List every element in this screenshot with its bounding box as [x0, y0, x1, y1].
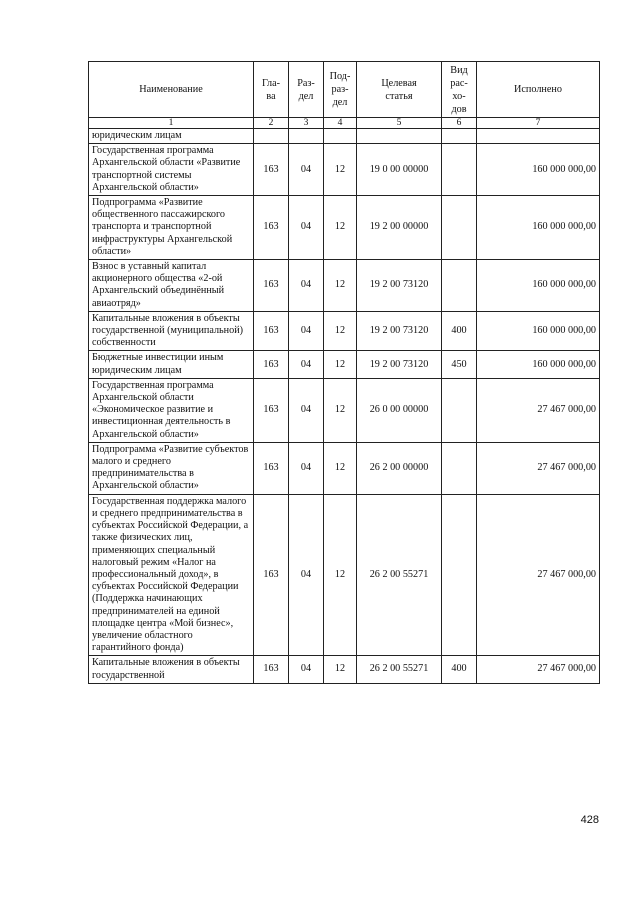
- budget-table: [88, 61, 600, 684]
- row-exp-type-cell: [442, 144, 477, 196]
- column-number: 4: [324, 118, 357, 129]
- row-name-cell: Подпрограмма «Развитие субъектов малого и среднего предпринимательства в Архангельской области»: [89, 442, 254, 494]
- header-chapter: Гла- ва: [254, 62, 289, 118]
- row-name-cell: Капитальные вложения в объекты государственной (муниципальной) собственности: [89, 311, 254, 351]
- row-executed-cell: 27 467 000,00: [477, 494, 600, 656]
- row-name-cell: Государственная программа Архангельской области «Развитие транспортной системы Архангельской области»: [89, 144, 254, 196]
- row-exp-type-cell: [442, 260, 477, 312]
- header-executed: Исполнено: [477, 62, 600, 118]
- row-subsection-cell: 12: [324, 656, 357, 683]
- row-chapter-cell: [254, 129, 289, 144]
- row-exp-type-cell: [442, 378, 477, 442]
- row-section-cell: 04: [289, 311, 324, 351]
- row-target-cell: 19 0 00 00000: [357, 144, 442, 196]
- row-name-cell: Государственная поддержка малого и среднего предпринимательства в субъектах Российской Федерации, а также физических лиц, применяющих специальный налоговый режим «Налог на профессиональный доход», в субъектах Российской Федерации (Поддержка начинающих предпринимателей на единой площадке центра «Мой бизнес», увеличение областного гарантийного фонда): [89, 494, 254, 656]
- row-subsection-cell: 12: [324, 311, 357, 351]
- row-chapter-cell: 163: [254, 196, 289, 260]
- row-target-cell: 26 0 00 00000: [357, 378, 442, 442]
- row-target-cell: 19 2 00 73120: [357, 260, 442, 312]
- row-name-cell: Взнос в уставный капитал акционерного общества «2-ой Архангельский объединённый авиаотряд»: [89, 260, 254, 312]
- table-row: [89, 378, 600, 442]
- row-section-cell: 04: [289, 378, 324, 442]
- row-chapter-cell: 163: [254, 260, 289, 312]
- row-subsection-cell: 12: [324, 351, 357, 378]
- table-row: [89, 144, 600, 196]
- table-row: [89, 494, 600, 656]
- row-section-cell: 04: [289, 351, 324, 378]
- row-exp-type-cell: [442, 494, 477, 656]
- row-section-cell: 04: [289, 260, 324, 312]
- row-name-cell: юридическим лицам: [89, 129, 254, 144]
- table-row: [89, 351, 600, 378]
- table-body: [89, 129, 600, 684]
- row-target-cell: 26 2 00 55271: [357, 494, 442, 656]
- row-chapter-cell: 163: [254, 351, 289, 378]
- row-section-cell: 04: [289, 144, 324, 196]
- row-executed-cell: 160 000 000,00: [477, 260, 600, 312]
- row-target-cell: [357, 129, 442, 144]
- row-subsection-cell: 12: [324, 144, 357, 196]
- header-section: Раз- дел: [289, 62, 324, 118]
- row-subsection-cell: 12: [324, 442, 357, 494]
- row-target-cell: 19 2 00 73120: [357, 351, 442, 378]
- row-chapter-cell: 163: [254, 144, 289, 196]
- row-subsection-cell: 12: [324, 494, 357, 656]
- row-target-cell: 19 2 00 00000: [357, 196, 442, 260]
- row-exp-type-cell: 450: [442, 351, 477, 378]
- row-executed-cell: [477, 129, 600, 144]
- row-executed-cell: 27 467 000,00: [477, 378, 600, 442]
- row-exp-type-cell: [442, 196, 477, 260]
- row-executed-cell: 27 467 000,00: [477, 656, 600, 683]
- row-chapter-cell: 163: [254, 494, 289, 656]
- column-number: 3: [289, 118, 324, 129]
- table-row: [89, 129, 600, 144]
- row-target-cell: 19 2 00 73120: [357, 311, 442, 351]
- row-target-cell: 26 2 00 55271: [357, 656, 442, 683]
- table-row: [89, 260, 600, 312]
- header-name: Наименование: [89, 62, 254, 118]
- column-number: 5: [357, 118, 442, 129]
- row-name-cell: Государственная программа Архангельской области «Экономическое развитие и инвестиционная деятельность в Архангельской области»: [89, 378, 254, 442]
- column-number: 6: [442, 118, 477, 129]
- row-name-cell: Подпрограмма «Развитие общественного пассажирского транспорта и транспортной инфраструктуры Архангельской области»: [89, 196, 254, 260]
- row-section-cell: 04: [289, 656, 324, 683]
- row-section-cell: [289, 129, 324, 144]
- column-number: 1: [89, 118, 254, 129]
- row-subsection-cell: 12: [324, 196, 357, 260]
- page-number: 428: [580, 814, 599, 826]
- column-number: 2: [254, 118, 289, 129]
- header-subsection: Под- раз- дел: [324, 62, 357, 118]
- row-chapter-cell: 163: [254, 656, 289, 683]
- row-section-cell: 04: [289, 494, 324, 656]
- row-exp-type-cell: 400: [442, 311, 477, 351]
- row-chapter-cell: 163: [254, 442, 289, 494]
- row-executed-cell: 160 000 000,00: [477, 144, 600, 196]
- row-name-cell: Бюджетные инвестиции иным юридическим лицам: [89, 351, 254, 378]
- row-executed-cell: 160 000 000,00: [477, 196, 600, 260]
- row-subsection-cell: [324, 129, 357, 144]
- row-exp-type-cell: [442, 442, 477, 494]
- column-number-row: [89, 118, 600, 129]
- row-section-cell: 04: [289, 442, 324, 494]
- header-target: Целевая статья: [357, 62, 442, 118]
- row-section-cell: 04: [289, 196, 324, 260]
- row-chapter-cell: 163: [254, 378, 289, 442]
- table-row: [89, 442, 600, 494]
- column-number: 7: [477, 118, 600, 129]
- table-row: [89, 311, 600, 351]
- row-chapter-cell: 163: [254, 311, 289, 351]
- row-exp-type-cell: [442, 129, 477, 144]
- row-name-cell: Капитальные вложения в объекты государственной: [89, 656, 254, 683]
- header-row: [89, 62, 600, 118]
- row-target-cell: 26 2 00 00000: [357, 442, 442, 494]
- table-row: [89, 656, 600, 683]
- row-exp-type-cell: 400: [442, 656, 477, 683]
- row-subsection-cell: 12: [324, 378, 357, 442]
- row-executed-cell: 160 000 000,00: [477, 351, 600, 378]
- row-subsection-cell: 12: [324, 260, 357, 312]
- row-executed-cell: 27 467 000,00: [477, 442, 600, 494]
- table-row: [89, 196, 600, 260]
- row-executed-cell: 160 000 000,00: [477, 311, 600, 351]
- header-exp-type: Вид рас- хо- дов: [442, 62, 477, 118]
